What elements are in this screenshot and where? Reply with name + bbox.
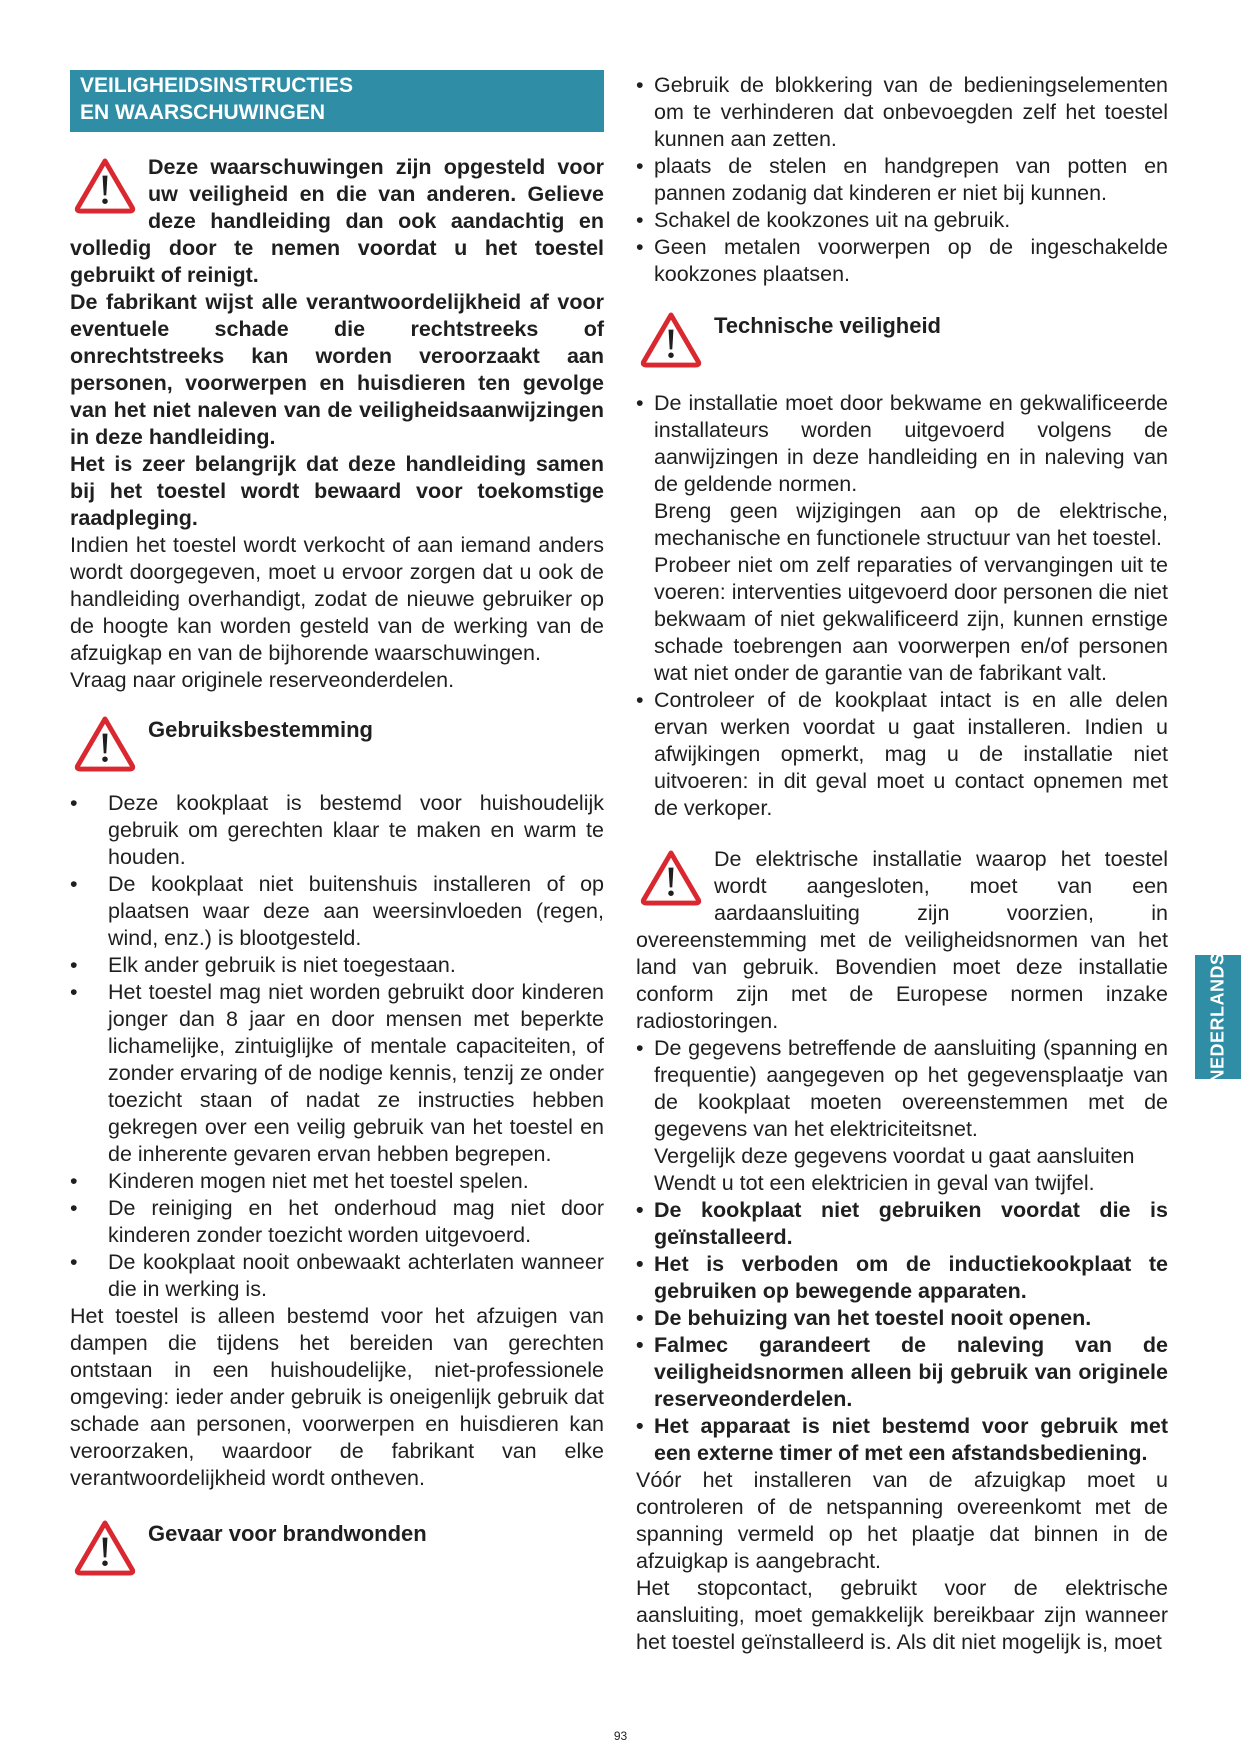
list-item: • Schakel de kookzones uit na gebruik.	[636, 207, 1168, 234]
electric-warning	[636, 846, 1168, 1035]
section-use-title: Gebruiksbestemming	[148, 717, 373, 742]
intro-warning	[70, 154, 604, 289]
list-item: • plaats de stelen en handgrepen van potten en pannen zodanig dat kinderen er niet bij kunnen.	[636, 153, 1168, 207]
language-tab-label: NEDERLANDS	[1207, 951, 1228, 1083]
list-item: • Het toestel mag niet worden gebruikt door kinderen jonger dan 8 jaar en door mensen met beperkte lichamelijke, zintuiglijke of mentale capaciteiten, of zonder ervaring of de nodige kennis, tenzij ze onder toezicht staan of nadat ze instructies hebben gekregen over een veilig gebruik van het toestel en de inherente gevaren ervan hebben begrepen.	[70, 979, 604, 1168]
elec-item-1: • De gegevens betreffende de aansluiting (spanning en frequentie) aangegeven op het gegevensplaatje van de kookplaat moeten overeenstemmen met de gegevens van het elektriciteitsnet.	[654, 1036, 1168, 1141]
list-item: • Kinderen mogen niet met het toestel spelen.	[70, 1168, 604, 1195]
use-text: Het toestel is alleen bestemd voor het afzuigen van dampen die tijdens het bereiden van gerechten ontstaan in een huishoudelijke, niet-professionele omgeving: ieder ander gebruik is oneigenlijk gebruik dat schade aan personen, voorwerpen en huisdieren kan veroorzaken, waardoor de fabrikant van elke verantwoordelijkheid wordt ontheven.	[70, 1304, 604, 1490]
section-tech-title: Technische veiligheid	[714, 313, 941, 338]
list-item: • Gebruik de blokkering van de bedieningselementen om te verhinderen dat onbevoegden zelf het toestel kunnen aan zetten.	[636, 72, 1168, 153]
list-item: • Deze kookplaat is bestemd voor huishoudelijk gebruik om gerechten klaar te maken en warm te houden.	[70, 790, 604, 871]
section-tech-heading	[636, 312, 1168, 368]
closing-text-2: Het stopcontact, gebruikt voor de elektrische aansluiting, moet gemakkelijk bereikbaar zijn wanneer het toestel geïnstalleerd is. Als dit niet mogelijk is, moet	[636, 1576, 1168, 1654]
heading-line-1: VEILIGHEIDSINSTRUCTIES	[80, 74, 354, 97]
elec-item-1c: Wendt u tot een elektricien in geval van twijfel.	[654, 1171, 1095, 1195]
section-burn-heading	[70, 1520, 604, 1576]
warning-triangle-icon	[74, 158, 136, 214]
list-item: • Het is verboden om de inductiekookplaat te gebruiken op bewegende apparaten.	[636, 1251, 1168, 1305]
elec-item-1b: Vergelijk deze gegevens voordat u gaat aansluiten	[654, 1144, 1135, 1168]
list-item: • Geen metalen voorwerpen op de ingeschakelde kookzones plaatsen.	[636, 234, 1168, 288]
tech-item-1: • De installatie moet door bekwame en gekwalificeerde installateurs worden uitgevoerd volgens de aanwijzingen in deze handleiding en in naleving van de geldende normen.	[654, 391, 1168, 496]
list-item: • Controleer of de kookplaat intact is en alle delen ervan werken voordat u gaat installeren. Indien u afwijkingen opmerkt, mag u de installatie niet uitvoeren: in dit geval moet u contact opnemen met de verkoper.	[636, 687, 1168, 822]
section-heading-safety	[70, 70, 604, 132]
intro-bold-1: Deze waarschuwingen zijn opgesteld voor uw veiligheid en die van anderen. Gelieve deze handleiding dan ook aandachtig en volledig door te nemen voordat u het toestel gebruikt of reinigt.	[70, 155, 604, 287]
list-item: • De kookplaat nooit onbewaakt achterlaten wanneer die in werking is.	[70, 1249, 604, 1303]
list-item: • De kookplaat niet buitenshuis installeren of op plaatsen waar deze aan weersinvloeden (regen, wind, enz.) is blootgesteld.	[70, 871, 604, 952]
intro-bold-3: Het is zeer belangrijk dat deze handleiding samen bij het toestel wordt bewaard voor toekomstige raadpleging.	[70, 452, 604, 530]
list-item: • Falmec garandeert de naleving van de veiligheidsnormen alleen bij gebruik van originele reserveonderdelen.	[636, 1332, 1168, 1413]
warning-triangle-icon	[74, 1520, 136, 1576]
intro-text-1: Indien het toestel wordt verkocht of aan iemand anders wordt doorgegeven, moet u ervoor zorgen dat u ook de handleiding overhandigt, zodat de nieuwe gebruiker op de hoogte kan worden gesteld van de werking van de afzuigkap en van de bijhorende waarschuwingen.	[70, 533, 604, 665]
page-number: 93	[613, 1729, 628, 1743]
tech-list	[636, 390, 1168, 822]
electric-warning-text: De elektrische installatie waarop het toestel wordt aangesloten, moet van een aardaansluiting zijn voorzien, in overeenstemming met de veiligheidsnormen van het land van gebruik. Bovendien moet deze installatie conform zijn met de Europese normen inzake radiostoringen.	[636, 847, 1168, 1033]
electric-list	[636, 1035, 1168, 1197]
list-item: • De behuizing van het toestel nooit openen.	[636, 1305, 1168, 1332]
left-column	[70, 70, 604, 1576]
list-item: • Het apparaat is niet bestemd voor gebruik met een externe timer of met een afstandsbediening.	[636, 1413, 1168, 1467]
list-item: • De reiniging en het onderhoud mag niet door kinderen zonder toezicht worden uitgevoerd.	[70, 1195, 604, 1249]
warning-triangle-icon	[640, 312, 702, 368]
right-column	[636, 72, 1168, 1656]
burn-list	[636, 72, 1168, 288]
tech-item-1c: Probeer niet om zelf reparaties of vervangingen uit te voeren: interventies uitgevoerd door personen die niet bekwaam of niet gekwalificeerd zijn, kunnen ernstige schade toebrengen aan voorwerpen en/of personen wat niet onder de garantie van de fabrikant valt.	[654, 553, 1168, 685]
heading-line-2: EN WAARSCHUWINGEN	[80, 101, 325, 124]
intro-text-2: Vraag naar originele reserveonderdelen.	[70, 668, 455, 692]
tech-item-1b: Breng geen wijzigingen aan op de elektrische, mechanische en functionele structuur van het toestel.	[654, 499, 1168, 550]
list-item: • De kookplaat niet gebruiken voordat die is geïnstalleerd.	[636, 1197, 1168, 1251]
list-item	[636, 1035, 1168, 1197]
list-item: • Elk ander gebruik is niet toegestaan.	[70, 952, 604, 979]
language-tab	[1195, 951, 1241, 1083]
use-list	[70, 790, 604, 1303]
warning-triangle-icon	[74, 716, 136, 772]
intro-bold-2: De fabrikant wijst alle verantwoordelijkheid af voor eventuele schade die rechtstreeks of onrechtstreeks kan worden veroorzaakt aan personen, voorwerpen en huisdieren ten gevolge van het niet naleven van de veiligheidsaanwijzingen in deze handleiding.	[70, 290, 604, 449]
section-use-heading	[70, 716, 604, 772]
list-item	[636, 390, 1168, 687]
bold-list	[636, 1197, 1168, 1467]
section-burn-title: Gevaar voor brandwonden	[148, 1521, 427, 1546]
closing-text-1: Vóór het installeren van de afzuigkap moet u controleren of de netspanning overeenkomt met de spanning vermeld op het plaatje dat binnen in de afzuigkap is aangebracht.	[636, 1468, 1168, 1573]
warning-triangle-icon	[640, 850, 702, 906]
